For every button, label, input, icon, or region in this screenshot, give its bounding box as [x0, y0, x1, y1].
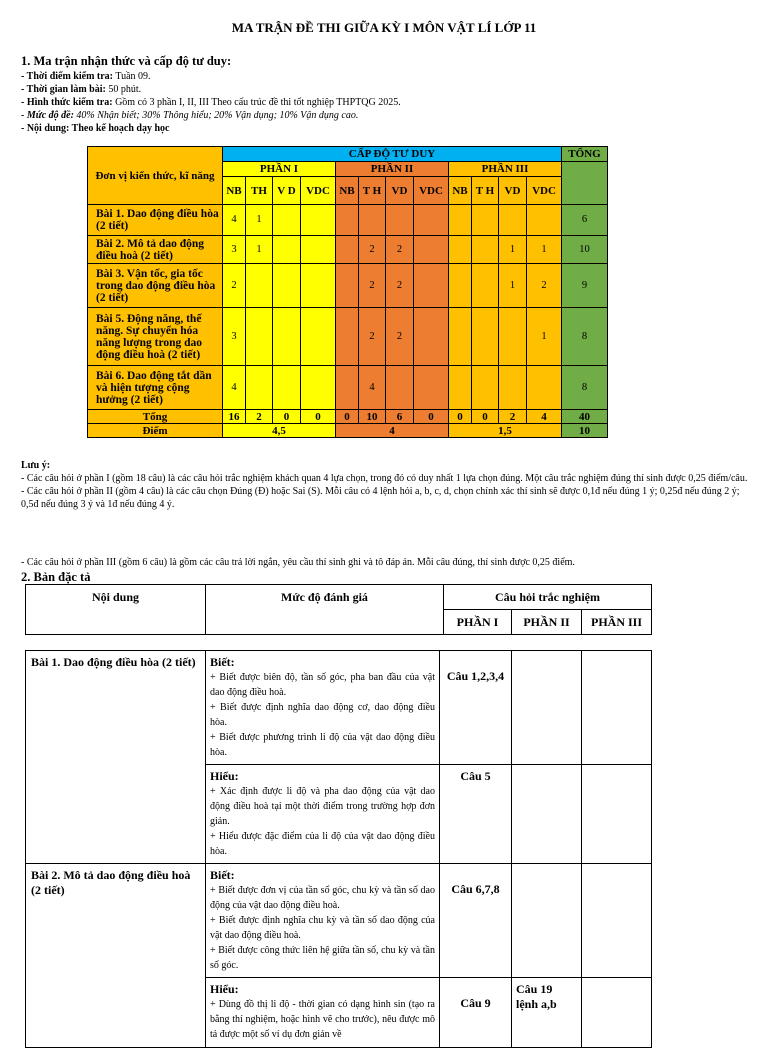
- count-cell: [273, 205, 301, 236]
- note-part3: - Các câu hỏi ở phần III (gồm 6 câu) là gồm các câu trả lời ngắn, yêu cầu thí sinh ghi và tô đáp án. Mỗi câu đúng, thí sinh được 0,25 điểm.: [21, 557, 575, 568]
- table-row: [26, 864, 652, 978]
- exam-info: [21, 70, 401, 135]
- count-cell: [336, 366, 359, 410]
- count-cell: 1: [499, 236, 527, 264]
- spec-table: [25, 650, 652, 1048]
- count-cell: 4: [359, 366, 386, 410]
- count-cell: [472, 264, 499, 308]
- count-cell: 4: [223, 366, 246, 410]
- note-part1: - Các câu hỏi ở phần I (gồm 18 câu) là các câu hỏi trắc nghiệm khách quan 4 lựa chọn, trong đó có duy nhất 1 lựa chọn đúng. Một câu trắc nghiệm đúng thí sinh được 0,25 điểm/câu.: [21, 473, 748, 484]
- count-cell: [449, 236, 472, 264]
- table-row: [88, 264, 608, 308]
- level-name: Hiểu:: [210, 982, 239, 996]
- sum-cell: 16: [223, 410, 246, 424]
- info-line-content: - Nội dung: Theo kế hoạch dạy học: [21, 123, 170, 134]
- info-line-format: - Hình thức kiểm tra: Gồm có 3 phần I, II, III Theo cấu trúc đề thi tốt nghiệp THPTQG 2025.: [21, 97, 401, 108]
- count-cell: [336, 308, 359, 366]
- level-cell: [206, 978, 440, 1048]
- row-total: 8: [562, 308, 608, 366]
- count-cell: 2: [223, 264, 246, 308]
- count-cell: [301, 264, 336, 308]
- sum-cell: 10: [359, 410, 386, 424]
- score-part3: 1,5: [449, 424, 562, 438]
- sum-cell: 0: [336, 410, 359, 424]
- sum-cell: 2: [499, 410, 527, 424]
- sum-cell: 0: [449, 410, 472, 424]
- count-cell: [386, 205, 414, 236]
- count-cell: [386, 366, 414, 410]
- table-row: [88, 205, 608, 236]
- score-part1: 4,5: [223, 424, 336, 438]
- col-part2-header: PHẦN II: [512, 610, 582, 635]
- col-level-header: Mức độ đánh giá: [206, 585, 444, 635]
- col-content-header: Nội dung: [26, 585, 206, 635]
- table-row: [88, 236, 608, 264]
- count-cell: [414, 308, 449, 366]
- level-name: Hiểu:: [210, 769, 239, 783]
- count-cell: [336, 264, 359, 308]
- count-cell: 4: [223, 205, 246, 236]
- sub-header: TH: [246, 177, 273, 205]
- part3-header: PHẦN III: [449, 162, 562, 177]
- sub-header: NB: [449, 177, 472, 205]
- score-part2: 4: [336, 424, 449, 438]
- notes-label: Lưu ý:: [21, 460, 51, 471]
- count-cell: [301, 205, 336, 236]
- lesson-name: Bài 5. Động năng, thế năng. Sự chuyển hóa năng lượng trong dao động điều hoà (2 tiết): [88, 308, 223, 366]
- count-cell: [336, 205, 359, 236]
- level-cell: [206, 651, 440, 765]
- cognitive-matrix-table: [87, 146, 608, 438]
- row-total: 10: [562, 236, 608, 264]
- lesson-name: Bài 1. Dao động điều hòa (2 tiết): [88, 205, 223, 236]
- total-header-blank: [562, 162, 608, 205]
- table-row: [88, 366, 608, 410]
- score-label: Điểm: [88, 424, 223, 438]
- sub-header: V D: [273, 177, 301, 205]
- section2-heading: 2. Bản đặc tả: [21, 570, 91, 584]
- count-cell: [273, 236, 301, 264]
- count-cell: 3: [223, 308, 246, 366]
- score-total: 10: [562, 424, 608, 438]
- col-part3-header: PHẦN III: [582, 610, 652, 635]
- count-cell: 2: [386, 236, 414, 264]
- count-cell: [449, 308, 472, 366]
- spec-header-table: [25, 584, 652, 635]
- level-name: Biết:: [210, 655, 235, 669]
- sub-header: VDC: [301, 177, 336, 205]
- part1-questions: Câu 5: [440, 765, 512, 864]
- note-part2: - Các câu hỏi ở phần II (gồm 4 câu) là các câu chọn Đúng (Đ) hoặc Sai (S). Mỗi câu có 4 lệnh hỏi a, b, c, d, chọn chính xác thí sinh sẽ được 0,1đ nếu đúng 1 ý; 0,25đ nếu đúng 2 ý; 0,5đ nếu đúng 3 ý và 1đ nếu đúng 4 ý.: [21, 486, 740, 510]
- level-cell: [206, 765, 440, 864]
- score-row: [88, 424, 608, 438]
- count-cell: [301, 308, 336, 366]
- sub-header: NB: [336, 177, 359, 205]
- sub-header: T H: [359, 177, 386, 205]
- level-item: + Biết được định nghĩa dao động cơ, dao động điều hòa.: [210, 702, 435, 728]
- sum-row: [88, 410, 608, 424]
- sum-total: 40: [562, 410, 608, 424]
- count-cell: [527, 366, 562, 410]
- count-cell: [246, 308, 273, 366]
- table-row: [26, 651, 652, 765]
- level-item: + Biết được biên độ, tần số góc, pha ban đầu của vật dao động điều hoà.: [210, 672, 435, 698]
- lesson-name: Bài 3. Vận tốc, gia tốc trong dao động điều hòa (2 tiết): [88, 264, 223, 308]
- level-cell: [206, 864, 440, 978]
- part2-questions: [512, 651, 582, 765]
- count-cell: [336, 236, 359, 264]
- sub-header: VD: [499, 177, 527, 205]
- count-cell: [414, 366, 449, 410]
- level-item: + Biết được công thức liên hệ giữa tần số, chu kỳ và tần số góc.: [210, 945, 435, 971]
- count-cell: [273, 366, 301, 410]
- part1-questions: Câu 1,2,3,4: [440, 651, 512, 765]
- part2-questions: [512, 765, 582, 864]
- count-cell: 2: [359, 236, 386, 264]
- part1-header: PHẦN I: [223, 162, 336, 177]
- info-line-duration: - Thời gian làm bài: 50 phút.: [21, 84, 142, 95]
- info-line-level: - Mức độ đề: 40% Nhận biết; 30% Thông hiểu; 20% Vận dụng; 10% Vận dụng cao.: [21, 110, 359, 121]
- document-title: MA TRẬN ĐỀ THI GIỮA KỲ I MÔN VẬT LÍ LỚP 11: [231, 20, 537, 35]
- count-cell: [246, 366, 273, 410]
- sum-label: Tổng: [88, 410, 223, 424]
- section1-heading: 1. Ma trận nhận thức và cấp độ tư duy:: [21, 54, 232, 68]
- count-cell: [499, 308, 527, 366]
- row-total: 6: [562, 205, 608, 236]
- count-cell: 1: [246, 205, 273, 236]
- count-cell: [301, 236, 336, 264]
- sum-cell: 0: [414, 410, 449, 424]
- part3-questions: [582, 765, 652, 864]
- part1-questions: Câu 6,7,8: [440, 864, 512, 978]
- part2-header: PHẦN II: [336, 162, 449, 177]
- level-name: Biết:: [210, 868, 235, 882]
- sum-cell: 0: [273, 410, 301, 424]
- unit-header: Đơn vị kiến thức, kĩ năng: [88, 147, 223, 205]
- level-item: + Xác định được li độ và pha dao động của vật dao động điều hoà tại một thời điểm trong trường hợp đơn giản.: [210, 786, 435, 827]
- level-item: + Biết được đơn vị của tần số góc, chu kỳ và tần số dao động của vật dao động điều hoà.: [210, 885, 435, 911]
- count-cell: [449, 205, 472, 236]
- part3-questions: [582, 978, 652, 1048]
- row-total: 9: [562, 264, 608, 308]
- count-cell: [301, 366, 336, 410]
- sub-header: NB: [223, 177, 246, 205]
- count-cell: [472, 236, 499, 264]
- info-line-time: - Thời điểm kiểm tra: Tuần 09.: [21, 71, 151, 82]
- count-cell: 1: [246, 236, 273, 264]
- notes: [21, 459, 749, 511]
- part2-questions: [512, 864, 582, 978]
- part3-questions: [582, 864, 652, 978]
- sum-cell: 4: [527, 410, 562, 424]
- count-cell: [472, 308, 499, 366]
- level-header: CẤP ĐỘ TƯ DUY: [223, 147, 562, 162]
- count-cell: [499, 205, 527, 236]
- count-cell: [449, 366, 472, 410]
- part3-questions: [582, 651, 652, 765]
- count-cell: [472, 205, 499, 236]
- count-cell: [273, 264, 301, 308]
- sum-cell: 6: [386, 410, 414, 424]
- count-cell: [499, 366, 527, 410]
- sub-header: T H: [472, 177, 499, 205]
- sum-cell: 0: [472, 410, 499, 424]
- count-cell: [414, 236, 449, 264]
- lesson-name: Bài 2. Mô tả dao động điều hoà (2 tiết): [88, 236, 223, 264]
- sum-cell: 2: [246, 410, 273, 424]
- count-cell: 1: [527, 308, 562, 366]
- topic-cell: Bài 2. Mô tả dao động điều hoà (2 tiết): [26, 864, 206, 1048]
- count-cell: [246, 264, 273, 308]
- count-cell: [273, 308, 301, 366]
- count-cell: [449, 264, 472, 308]
- col-part1-header: PHẦN I: [444, 610, 512, 635]
- part2-questions: Câu 19 lệnh a,b: [512, 978, 582, 1048]
- count-cell: [414, 264, 449, 308]
- level-item: + Biết được phương trình li độ của vật dao động điều hòa.: [210, 732, 435, 758]
- row-total: 8: [562, 366, 608, 410]
- sub-header: VD: [386, 177, 414, 205]
- sum-cell: 0: [301, 410, 336, 424]
- count-cell: [359, 205, 386, 236]
- topic-cell: Bài 1. Dao động điều hòa (2 tiết): [26, 651, 206, 864]
- count-cell: 3: [223, 236, 246, 264]
- total-header: TỔNG: [562, 147, 608, 162]
- level-item: + Hiểu được đặc điểm của li độ của vật dao động điều hòa.: [210, 831, 435, 857]
- table-row: [88, 308, 608, 366]
- count-cell: 2: [527, 264, 562, 308]
- count-cell: 2: [359, 308, 386, 366]
- sub-header: VDC: [414, 177, 449, 205]
- part1-questions: Câu 9: [440, 978, 512, 1048]
- lesson-name: Bài 6. Dao động tắt dần và hiện tượng cộng hưởng (2 tiết): [88, 366, 223, 410]
- count-cell: 1: [499, 264, 527, 308]
- sub-header: VDC: [527, 177, 562, 205]
- level-item: + Biết được định nghĩa chu kỳ và tần số dao động của vật dao động điều hoà.: [210, 915, 435, 941]
- count-cell: [472, 366, 499, 410]
- count-cell: 1: [527, 236, 562, 264]
- level-item: + Dùng đồ thị li độ - thời gian có dạng hình sin (tạo ra bằng thí nghiệm, hoặc hình vẽ cho trước), nêu được mô tả được một số ví dụ đơn giản về: [210, 999, 435, 1040]
- count-cell: 2: [386, 264, 414, 308]
- count-cell: [527, 205, 562, 236]
- col-questions-header: Câu hỏi trắc nghiệm: [444, 585, 652, 610]
- count-cell: 2: [386, 308, 414, 366]
- count-cell: 2: [359, 264, 386, 308]
- count-cell: [414, 205, 449, 236]
